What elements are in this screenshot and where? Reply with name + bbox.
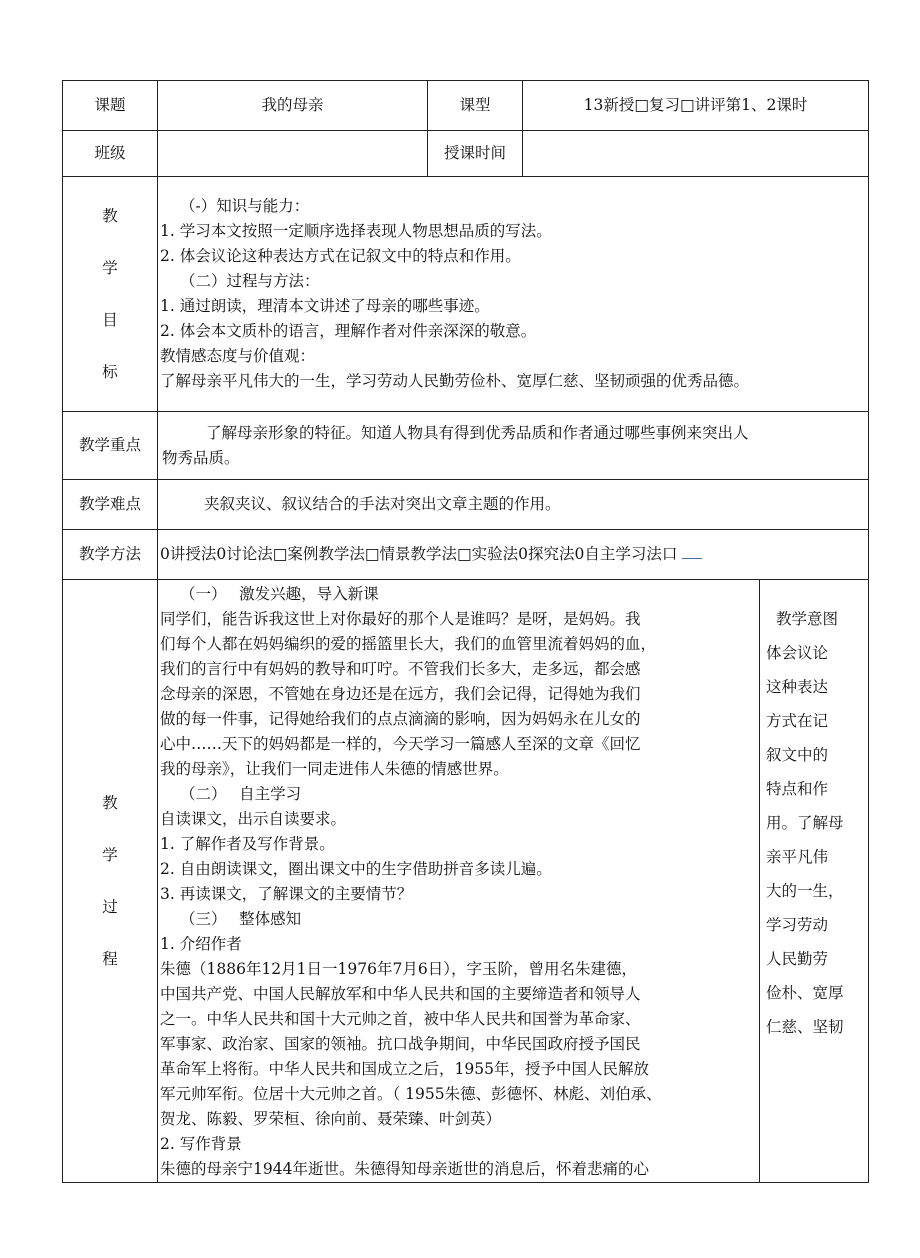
process-line: 我们的言行中有妈妈的教导和叮咛。不管我们长多大，走多远，都会感 [160,660,641,678]
process-line: 朱德（1886年12月1日一1976年7月6日），字玉阶，曾用名朱建德， [160,960,637,978]
goal-line: 2. 体会议论这种表达方式在记叙文中的特点和作用。 [160,247,521,265]
process-line: 们每个人都在妈妈编织的爱的摇篮里长大，我们的血管里流着妈妈的血， [160,635,657,653]
goal-line: 1. 通过朗读，理清本文讲述了母亲的哪些事迹。 [160,297,490,315]
goal-line: 教情感态度与价值观： [160,347,316,365]
process-label-char: 学 [102,846,118,864]
row-key-points [63,412,869,480]
difficulty-text: 夹叙夹议、叙议结合的手法对突出文章主题的作用。 [204,495,561,513]
key-points-label: 教学重点 [63,412,158,480]
goal-line: （-）知识与能力： [180,197,310,215]
teaching-intent-title: 教学意图 [776,610,839,628]
topic-label: 课题 [63,81,158,131]
goals-label-char: 标 [102,363,118,381]
teaching-intent-line: 俭朴、宽厚 [766,984,844,1002]
goals-label [63,177,158,412]
row-goals [63,177,869,412]
row-topic [63,81,869,131]
teaching-intent-line: 特点和作 [766,780,829,798]
process-line: 2. 写作背景 [160,1135,242,1153]
process-label-char: 教 [102,794,118,812]
goals-label-char: 学 [102,259,118,277]
type-label: 课型 [428,81,523,131]
teaching-intent-line: 仁慈、坚韧 [766,1018,844,1036]
teaching-intent-line: 方式在记 [766,712,829,730]
process-line: （三） 整体感知 [180,910,302,928]
process-label-char: 程 [102,950,118,968]
process-line: 自读课文，出示自读要求。 [160,810,347,828]
teaching-intent-lines [766,636,866,1044]
time-label: 授课时间 [428,131,523,177]
process-line: 做的每一件事，记得她给我们的点点滴滴的影响，因为妈妈永在儿女的 [160,710,641,728]
process-line: （一） 激发兴趣，导入新课 [180,585,379,603]
teaching-intent-line: 用。了解母 [766,814,844,832]
goals-content [158,177,869,412]
goals-label-char: 教 [102,207,118,225]
key-points-text-cont: 物秀品质。 [162,448,240,467]
process-lines [160,582,759,1182]
difficulty-content [158,480,869,530]
time-value [523,131,869,177]
process-line: 念母亲的深恩，不管她在身边还是在远方，我们会记得，记得她为我们 [160,685,641,703]
row-difficulty [63,480,869,530]
process-line: 军元帅军衔。位居十大元帅之首。（ 1955朱德、彭德怀、林彪、刘伯承、 [160,1085,662,1103]
process-line: 我的母亲》，让我们一同走进伟人朱德的情感世界。 [160,760,509,778]
process-line: 贺龙、陈毅、罗荣桓、徐向前、聂荣臻、叶剑英） [160,1110,502,1128]
type-value: 13新授□复习□讲评第1、2课时 [523,81,869,131]
teaching-intent-line: 体会议论 [766,644,829,662]
methods-text: 0讲授法0讨论法□案例教学法□情景教学法□实验法0探究法0自主学习法口 [160,545,678,563]
goal-line: 了解母亲平凡伟大的一生，学习劳动人民勤劳俭朴、宽厚仁慈、坚韧顽强的优秀品德。 [160,372,750,390]
key-points-content [158,412,869,480]
process-line: （二） 自主学习 [180,785,302,803]
process-line: 1. 介绍作者 [160,935,242,953]
process-line: 革命军上将衔。中华人民共和国成立之后，1955年，授予中国人民解放 [160,1060,649,1078]
process-line: 2. 自由朗读课文，圈出课文中的生字借助拼音多读儿遍。 [160,860,552,878]
topic-value: 我的母亲 [158,81,428,131]
methods-blank-line [682,546,702,559]
goal-line: 1. 学习本文按照一定顺序选择表现人物思想品质的写法。 [160,222,552,240]
teaching-intent-line: 叙文中的 [766,746,829,764]
process-line: 同学们，能告诉我这世上对你最好的那个人是谁吗？是呀，是妈妈。我 [160,610,641,628]
row-methods [63,530,869,580]
process-content [158,580,760,1183]
class-value [158,131,428,177]
key-points-text: 了解母亲形象的特征。知道人物具有得到优秀品质和作者通过哪些事例来突出人 [206,423,749,442]
teaching-intent-line: 人民勤劳 [766,950,829,968]
process-line: 3. 再读课文，了解课文的主要情节？ [160,885,413,903]
teaching-intent-line: 这种表达 [766,678,829,696]
lesson-plan-table [62,80,869,1183]
process-line: 心中……天下的妈妈都是一样的，今天学习一篇感人至深的文章《回忆 [160,735,641,753]
process-line: 朱德的母亲宁1944年逝世。朱德得知母亲逝世的消息后，怀着悲痛的心 [160,1160,649,1178]
process-line: 军事家、政治家、国家的领袖。抗口战争期间，中华民国政府授予国民 [160,1035,641,1053]
goal-line: （二）过程与方法： [180,272,320,290]
process-line: 之一。中华人民共和国十大元帅之首，被中华人民共和国誉为革命家、 [160,1010,641,1028]
teaching-intent-line: 学习劳动 [766,916,829,934]
row-process [63,580,869,1183]
class-label: 班级 [63,131,158,177]
methods-content [158,530,869,580]
process-line: 中国共产党、中国人民解放军和中华人民共和国的主要缔造者和领导人 [160,985,641,1003]
process-label [63,580,158,1183]
teaching-intent-line: 亲平凡伟 [766,848,829,866]
goals-label-char: 目 [102,311,118,329]
teaching-intent-line: 大的一生， [766,882,844,900]
methods-label: 教学方法 [63,530,158,580]
teaching-intent-column [760,580,869,1183]
process-label-char: 过 [102,898,118,916]
row-class [63,131,869,177]
goal-line: 2. 体会本文质朴的语言，理解作者对件亲深深的敬意。 [160,322,537,340]
process-line: 1. 了解作者及写作背景。 [160,835,335,853]
difficulty-label: 教学难点 [63,480,158,530]
